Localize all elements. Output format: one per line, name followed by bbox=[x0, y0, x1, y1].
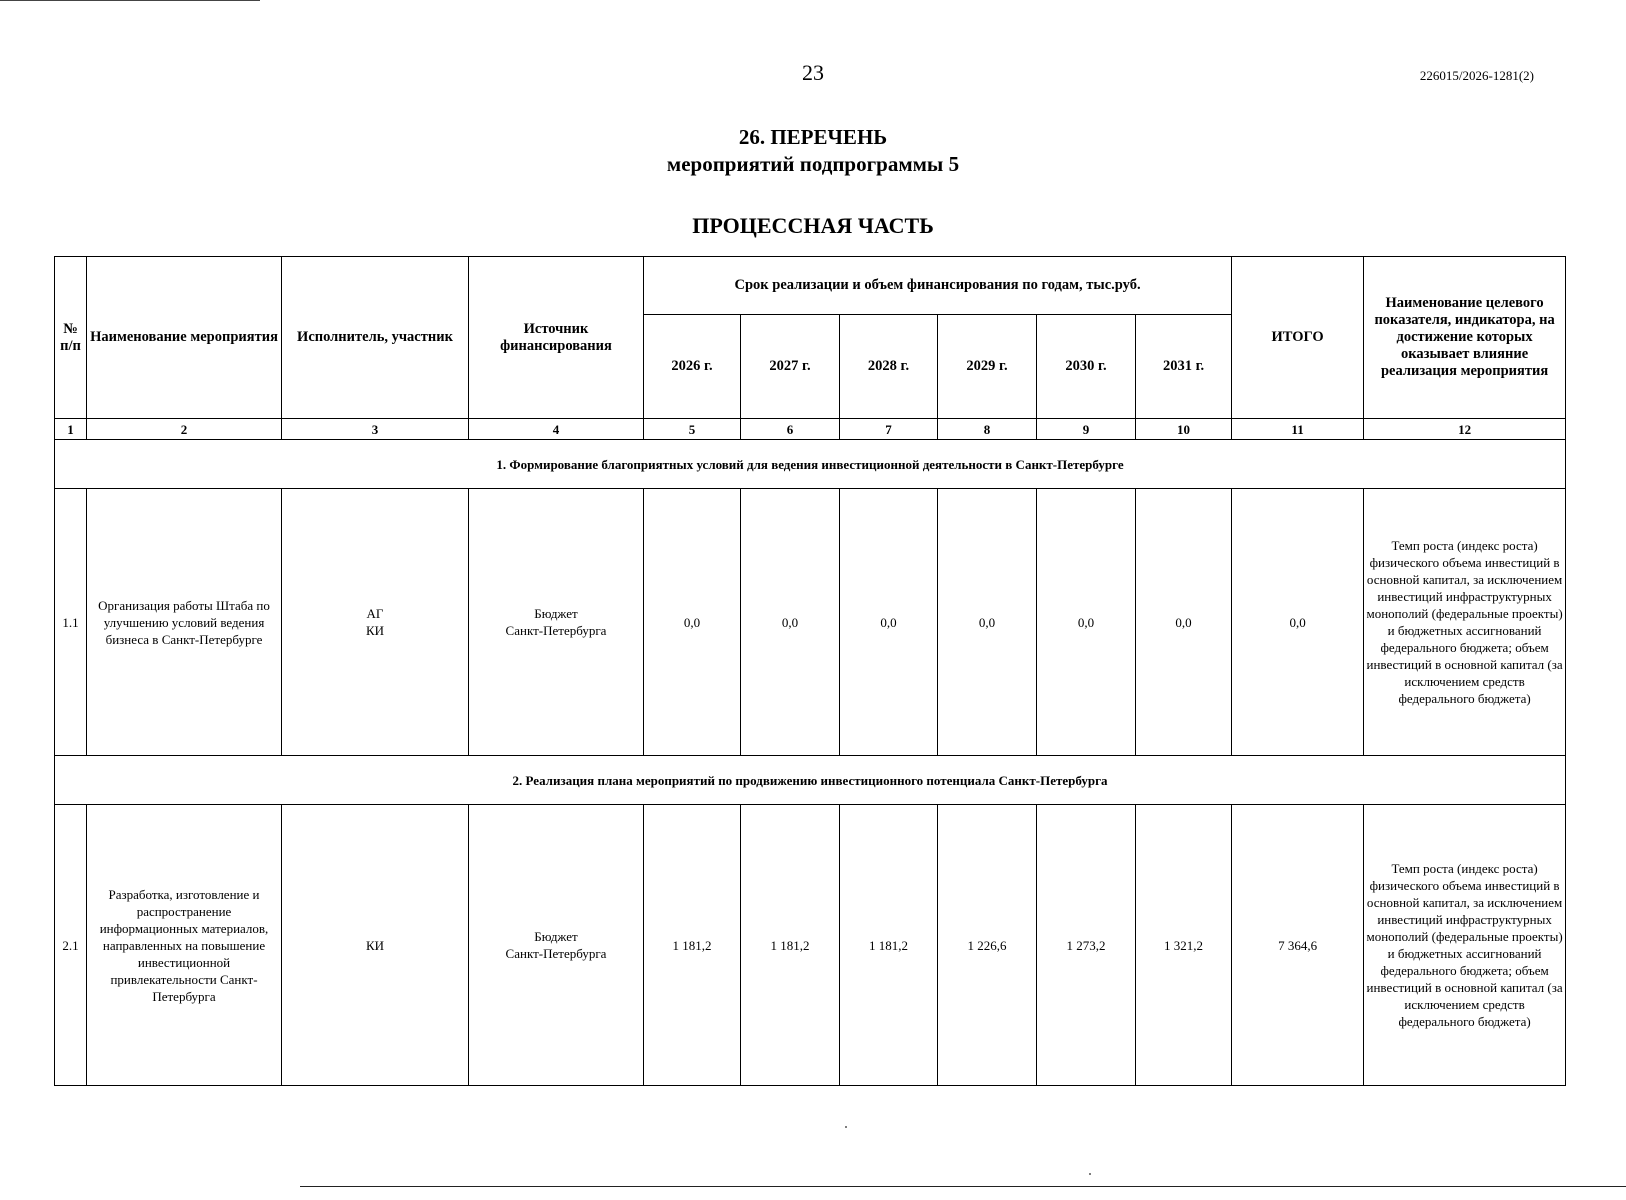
scan-speck bbox=[1089, 1173, 1091, 1175]
row-name: Организация работы Штаба по улучшению условий ведения бизнеса в Санкт-Петербурге bbox=[87, 489, 282, 756]
activities-table bbox=[54, 256, 1566, 1086]
header-source: Источник финансирования bbox=[469, 257, 644, 419]
column-number: 2 bbox=[87, 419, 282, 440]
row-indicator: Темп роста (индекс роста) физического объема инвестиций в основной капитал, за исключением инвестиций инфраструктурных монополий (федеральные проекты) и бюджетных ассигнований федерального бюджета; объем инвестиций в основной капитал (за исключением средств федерального бюджета) bbox=[1364, 489, 1566, 756]
column-number: 5 bbox=[644, 419, 741, 440]
row-num: 2.1 bbox=[55, 805, 87, 1086]
title-line-2: мероприятий подпрограммы 5 bbox=[666, 152, 960, 176]
page-number: 23 bbox=[802, 60, 824, 85]
column-number: 3 bbox=[282, 419, 469, 440]
row-value-2026: 1 181,2 bbox=[644, 805, 741, 1086]
column-number: 12 bbox=[1364, 419, 1566, 440]
header-executor: Исполнитель, участник bbox=[282, 257, 469, 419]
column-number-row bbox=[55, 419, 1566, 440]
document-id: 226015/2026-1281(2) bbox=[1419, 68, 1534, 83]
document-title bbox=[0, 124, 1626, 178]
row-executor: КИ bbox=[282, 805, 469, 1086]
row-value-2028: 0,0 bbox=[840, 489, 938, 756]
header-num: № п/п bbox=[55, 257, 87, 419]
row-total: 7 364,6 bbox=[1232, 805, 1364, 1086]
column-number: 4 bbox=[469, 419, 644, 440]
row-value-2031: 1 321,2 bbox=[1136, 805, 1232, 1086]
row-source: Бюджет Санкт-Петербурга bbox=[469, 489, 644, 756]
column-number: 7 bbox=[840, 419, 938, 440]
bottom-edge-line bbox=[300, 1186, 1626, 1187]
row-value-2029: 1 226,6 bbox=[938, 805, 1037, 1086]
group-title: 2. Реализация плана мероприятий по продвижению инвестиционного потенциала Санкт-Петербурга bbox=[55, 756, 1566, 805]
table-row bbox=[55, 805, 1566, 1086]
column-number: 10 bbox=[1136, 419, 1232, 440]
header-period: Срок реализации и объем финансирования по годам, тыс.руб. bbox=[644, 257, 1232, 315]
column-number: 6 bbox=[741, 419, 840, 440]
row-value-2030: 1 273,2 bbox=[1037, 805, 1136, 1086]
header-name: Наименование мероприятия bbox=[87, 257, 282, 419]
column-number: 11 bbox=[1232, 419, 1364, 440]
row-executor: АГ КИ bbox=[282, 489, 469, 756]
scan-speck bbox=[845, 1126, 847, 1128]
table-row bbox=[55, 489, 1566, 756]
header-indicator: Наименование целевого показателя, индикатора, на достижение которых оказывает влияние реализация мероприятия bbox=[1364, 257, 1566, 419]
row-indicator: Темп роста (индекс роста) физического объема инвестиций в основной капитал, за исключением инвестиций инфраструктурных монополий (федеральные проекты) и бюджетных ассигнований федерального бюджета; объем инвестиций в основной капитал (за исключением средств федерального бюджета) bbox=[1364, 805, 1566, 1086]
group-row-2 bbox=[55, 756, 1566, 805]
row-value-2030: 0,0 bbox=[1037, 489, 1136, 756]
row-value-2027: 1 181,2 bbox=[741, 805, 840, 1086]
row-value-2029: 0,0 bbox=[938, 489, 1037, 756]
row-total: 0,0 bbox=[1232, 489, 1364, 756]
title-line-1: 26. ПЕРЕЧЕНЬ bbox=[738, 125, 888, 149]
group-title: 1. Формирование благоприятных условий для ведения инвестиционной деятельности в Санкт-Петербурге bbox=[55, 440, 1566, 489]
row-value-2026: 0,0 bbox=[644, 489, 741, 756]
header-year-2029: 2029 г. bbox=[938, 315, 1037, 419]
column-number: 9 bbox=[1037, 419, 1136, 440]
column-number: 1 bbox=[55, 419, 87, 440]
header-year-2030: 2030 г. bbox=[1037, 315, 1136, 419]
header-year-2027: 2027 г. bbox=[741, 315, 840, 419]
header-total: ИТОГО bbox=[1232, 257, 1364, 419]
group-row-1 bbox=[55, 440, 1566, 489]
top-edge-line bbox=[0, 0, 260, 1]
column-number: 8 bbox=[938, 419, 1037, 440]
row-value-2031: 0,0 bbox=[1136, 489, 1232, 756]
row-source: Бюджет Санкт-Петербурга bbox=[469, 805, 644, 1086]
header-year-2031: 2031 г. bbox=[1136, 315, 1232, 419]
section-title: ПРОЦЕССНАЯ ЧАСТЬ bbox=[692, 213, 934, 238]
row-value-2028: 1 181,2 bbox=[840, 805, 938, 1086]
header-year-2028: 2028 г. bbox=[840, 315, 938, 419]
row-value-2027: 0,0 bbox=[741, 489, 840, 756]
row-name: Разработка, изготовление и распространение информационных материалов, направленных на повышение инвестиционной привлекательности Санкт-Петербурга bbox=[87, 805, 282, 1086]
header-year-2026: 2026 г. bbox=[644, 315, 741, 419]
row-num: 1.1 bbox=[55, 489, 87, 756]
